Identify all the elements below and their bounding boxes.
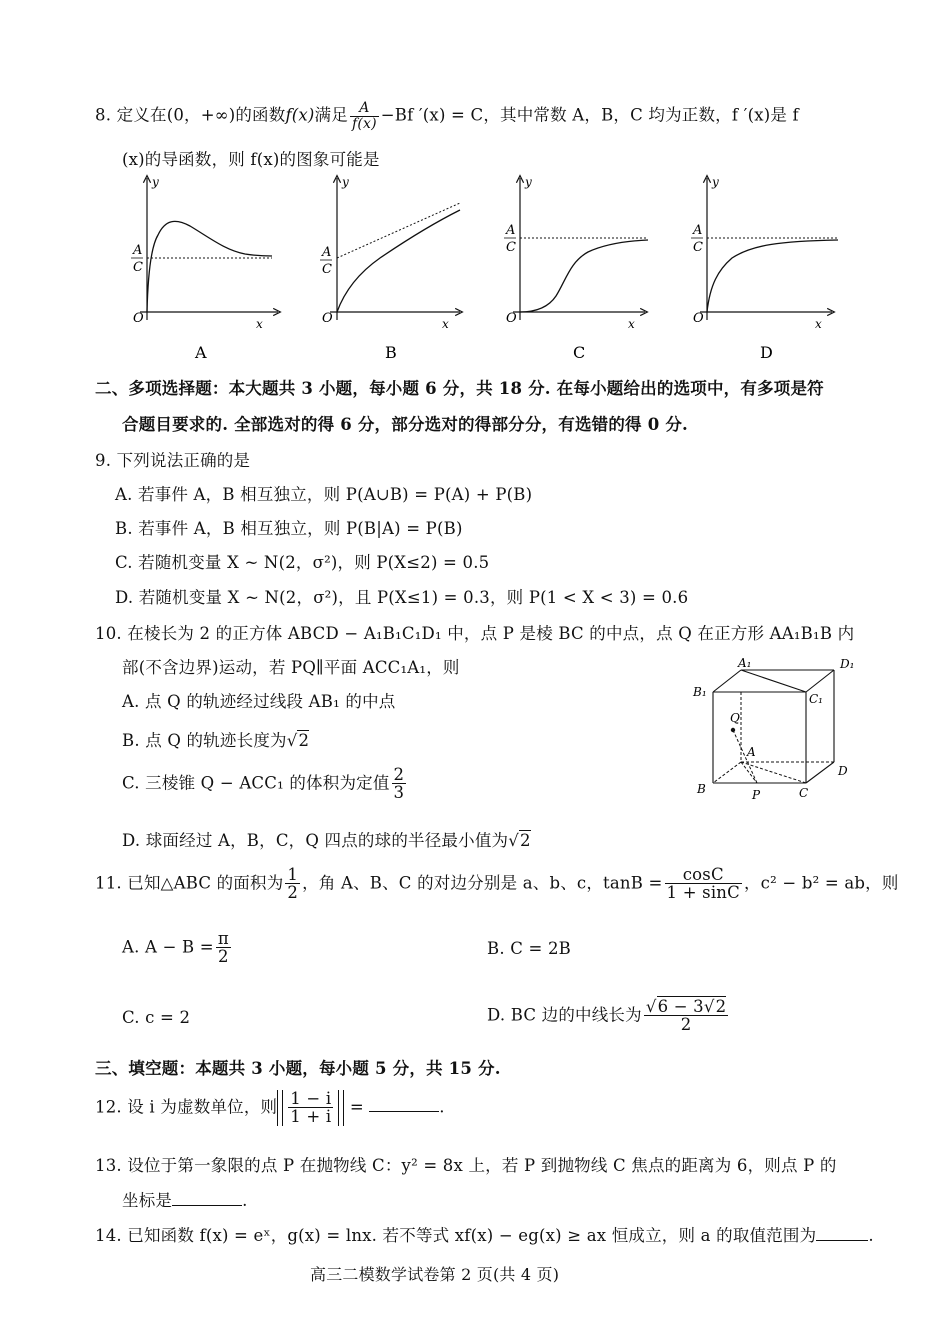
graph-b-asym-den: C <box>322 262 332 277</box>
q10-d-sqrt: √2 <box>508 831 531 850</box>
q10-option-c <box>122 766 408 802</box>
q11-mid: ，角 A、B、C 的对边分别是 a、b、c，tanB = <box>302 873 663 893</box>
graph-d-curve <box>707 240 838 312</box>
graph-d-origin: O <box>693 311 704 326</box>
q13-end: . <box>242 1191 248 1210</box>
graph-b-asym-num: A <box>322 245 332 260</box>
q11-option-a <box>122 930 233 966</box>
q11-tan-num: cosC <box>665 866 742 884</box>
graph-a-curve <box>147 221 272 312</box>
q12-den: 1 + i <box>290 1107 332 1127</box>
q10-option-d <box>122 827 531 851</box>
graph-d-y: y <box>712 175 719 189</box>
q11-half <box>285 866 300 902</box>
q8-line1-a: 8. 定义在(0，+∞)的函数 <box>95 105 286 125</box>
q14-text: 14. 已知函数 f(x) = eˣ，g(x) = lnx. 若不等式 xf(x) − eg(x) ≥ ax 恒成立，则 a 的取值范围为 <box>95 1226 817 1245</box>
q11-tan-fraction <box>665 866 742 902</box>
q8-graphs <box>0 168 950 368</box>
q11-pre: 11. 已知△ABC 的面积为 <box>95 873 284 893</box>
q10-d-rad: 2 <box>519 831 531 850</box>
graph-c-letter: C <box>573 343 586 362</box>
q10-line2: 部(不含边界)运动，若 PQ∥平面 ACC₁A₁，则 <box>122 658 460 677</box>
q11-half-num: 1 <box>287 865 299 884</box>
sec2-line2: 合题目要求的. 全部选对的得 6 分，部分选对的得部分分，有选错的得 0 分. <box>122 415 688 434</box>
q11-d-num-wrap: √6 − 3√2 <box>645 997 727 1016</box>
q14-answer-blank[interactable] <box>816 1240 868 1241</box>
q11-option-d <box>487 998 730 1034</box>
q14-end: . <box>868 1226 874 1245</box>
sec2-line1: 二、多项选择题：本大题共 3 小题，每小题 6 分，共 18 分. 在每小题给出的选项中，有多项是符 <box>95 379 824 398</box>
q11-a-num: π <box>217 929 229 948</box>
q8-line2: (x)的导函数，则 f(x)的图象可能是 <box>122 150 380 169</box>
q12-fraction <box>288 1090 333 1126</box>
graph-c-asym-num: A <box>506 223 516 238</box>
graph-a-letter: A <box>195 343 207 362</box>
q14 <box>95 1222 874 1246</box>
q11-d-rad: 2 <box>715 997 727 1016</box>
q8-line1 <box>95 101 799 131</box>
graph-c <box>504 175 648 362</box>
q10-c-fraction <box>392 766 407 802</box>
q8-fraction <box>350 101 379 131</box>
q9-option-b: B. 若事件 A，B 相互独立，则 P(B|A) = P(B) <box>115 519 463 538</box>
q8-frac-den: f(x) <box>351 115 377 132</box>
q11-half-den: 2 <box>287 883 299 903</box>
q13-line2 <box>122 1187 248 1211</box>
graph-d-letter: D <box>760 343 773 362</box>
graph-b-origin: O <box>322 311 333 326</box>
graph-b <box>320 175 460 362</box>
q12-eq: = <box>349 1097 364 1117</box>
q10-b-rad: 2 <box>298 731 310 750</box>
q11-post: ，c² − b² = ab，则 <box>743 873 899 893</box>
graph-d-asym-num: A <box>693 223 703 238</box>
graph-c-x: x <box>628 317 635 331</box>
graph-b-curve <box>337 210 460 312</box>
page-footer: 高三二模数学试卷第 2 页(共 4 页) <box>310 1265 560 1284</box>
q10-line1: 10. 在棱长为 2 的正方体 ABCD − A₁B₁C₁D₁ 中，点 P 是棱 BC 的中点，点 Q 在正方形 AA₁B₁B 内 <box>95 624 855 643</box>
q10-c-text: C. 三棱锥 Q − ACC₁ 的体积为定值 <box>122 773 390 793</box>
q9-option-c: C. 若随机变量 X ~ N(2，σ²)，则 P(X≤2) = 0.5 <box>115 553 490 572</box>
q11-tan-den: 1 + sinC <box>666 883 740 903</box>
graph-b-y: y <box>342 175 349 189</box>
q11-a-fraction <box>216 930 231 966</box>
q11-stem <box>95 866 899 902</box>
q13-line2-text: 坐标是 <box>122 1191 173 1210</box>
q11-a-text: A. A − B = <box>122 937 214 957</box>
q12-abs-outer <box>277 1090 344 1126</box>
q9-stem: 9. 下列说法正确的是 <box>95 451 251 470</box>
q11-option-b: B. C = 2B <box>487 939 571 958</box>
graph-b-letter: B <box>385 343 397 362</box>
graph-a-y: y <box>152 175 159 189</box>
cube-label-q: Q <box>730 711 740 725</box>
graph-a <box>131 175 278 362</box>
q8-frac-num: A <box>350 101 379 117</box>
q13-line1: 13. 设位于第一象限的点 P 在抛物线 C：y² = 8x 上，若 P 到抛物线 C 焦点的距离为 6，则点 P 的 <box>95 1156 837 1175</box>
cube-label-b1: B₁ <box>693 685 707 699</box>
graph-d-x: x <box>815 317 822 331</box>
q8-fx: f(x) <box>285 105 315 125</box>
q10-d-text: D. 球面经过 A，B，C，Q 四点的球的半径最小值为 <box>122 831 509 850</box>
graph-a-origin: O <box>133 311 144 326</box>
graph-a-asym-den: C <box>133 260 143 275</box>
graph-a-x: x <box>256 317 263 331</box>
q13-answer-blank[interactable] <box>172 1205 242 1206</box>
q9-option-a: A. 若事件 A，B 相互独立，则 P(A∪B) = P(A) + P(B) <box>115 485 533 504</box>
q10-c-den: 3 <box>393 783 405 803</box>
q12-abs-inner <box>282 1090 339 1126</box>
cube-label-b: B <box>697 782 706 796</box>
q11-d-num: 6 − 3 <box>657 997 704 1016</box>
cube-label-c1: C₁ <box>809 692 823 706</box>
graph-c-curve <box>520 240 648 312</box>
q11-d-radicand: 6 − 3√2 <box>657 997 727 1016</box>
q10-b-text: B. 点 Q 的轨迹长度为 <box>122 731 287 750</box>
graph-c-origin: O <box>506 311 517 326</box>
cube-label-c: C <box>799 786 809 800</box>
cube-label-p: P <box>752 788 761 800</box>
q12 <box>95 1090 445 1126</box>
q12-num: 1 − i <box>290 1089 332 1108</box>
q10-option-a: A. 点 Q 的轨迹经过线段 AB₁ 的中点 <box>122 692 396 711</box>
graph-a-asym-num: A <box>133 243 143 258</box>
q11-option-c: C. c = 2 <box>122 1008 191 1027</box>
cube-label-a: A <box>747 745 756 759</box>
graph-d-asym-den: C <box>693 240 703 255</box>
q12-end: . <box>439 1097 445 1117</box>
q12-pre: 12. 设 i 为虚数单位，则 <box>95 1097 278 1117</box>
q10-option-b <box>122 727 309 751</box>
q12-answer-blank[interactable] <box>369 1111 439 1112</box>
graph-c-asym-den: C <box>506 240 516 255</box>
q11-a-den: 2 <box>218 947 229 967</box>
sec3-header: 三、填空题：本题共 3 小题，每小题 5 分，共 15 分. <box>95 1059 501 1078</box>
graph-c-y: y <box>525 175 532 189</box>
cube-label-d: D <box>838 764 848 778</box>
q10-b-sqrt: √2 <box>286 731 310 750</box>
q11-d-den: 2 <box>680 1015 692 1035</box>
graph-d <box>691 175 838 362</box>
cube-label-d1: D₁ <box>840 657 855 671</box>
q11-d-text: D. BC 边的中线长为 <box>487 1005 642 1025</box>
q11-d-fraction <box>644 998 728 1034</box>
graph-b-x: x <box>442 317 449 331</box>
cube-label-a1: A₁ <box>738 656 752 670</box>
q10-c-num: 2 <box>393 765 405 784</box>
q9-option-d: D. 若随机变量 X ~ N(2，σ²)，且 P(X≤1) = 0.3，则 P(1 < X < 3) = 0.6 <box>115 588 689 607</box>
q8-line1-c: −Bf ′(x) = C，其中常数 A，B，C 均为正数，f ′(x)是 f <box>380 105 799 125</box>
q8-line1-b: 满足 <box>314 105 348 125</box>
q10-cube-diagram <box>688 650 868 800</box>
